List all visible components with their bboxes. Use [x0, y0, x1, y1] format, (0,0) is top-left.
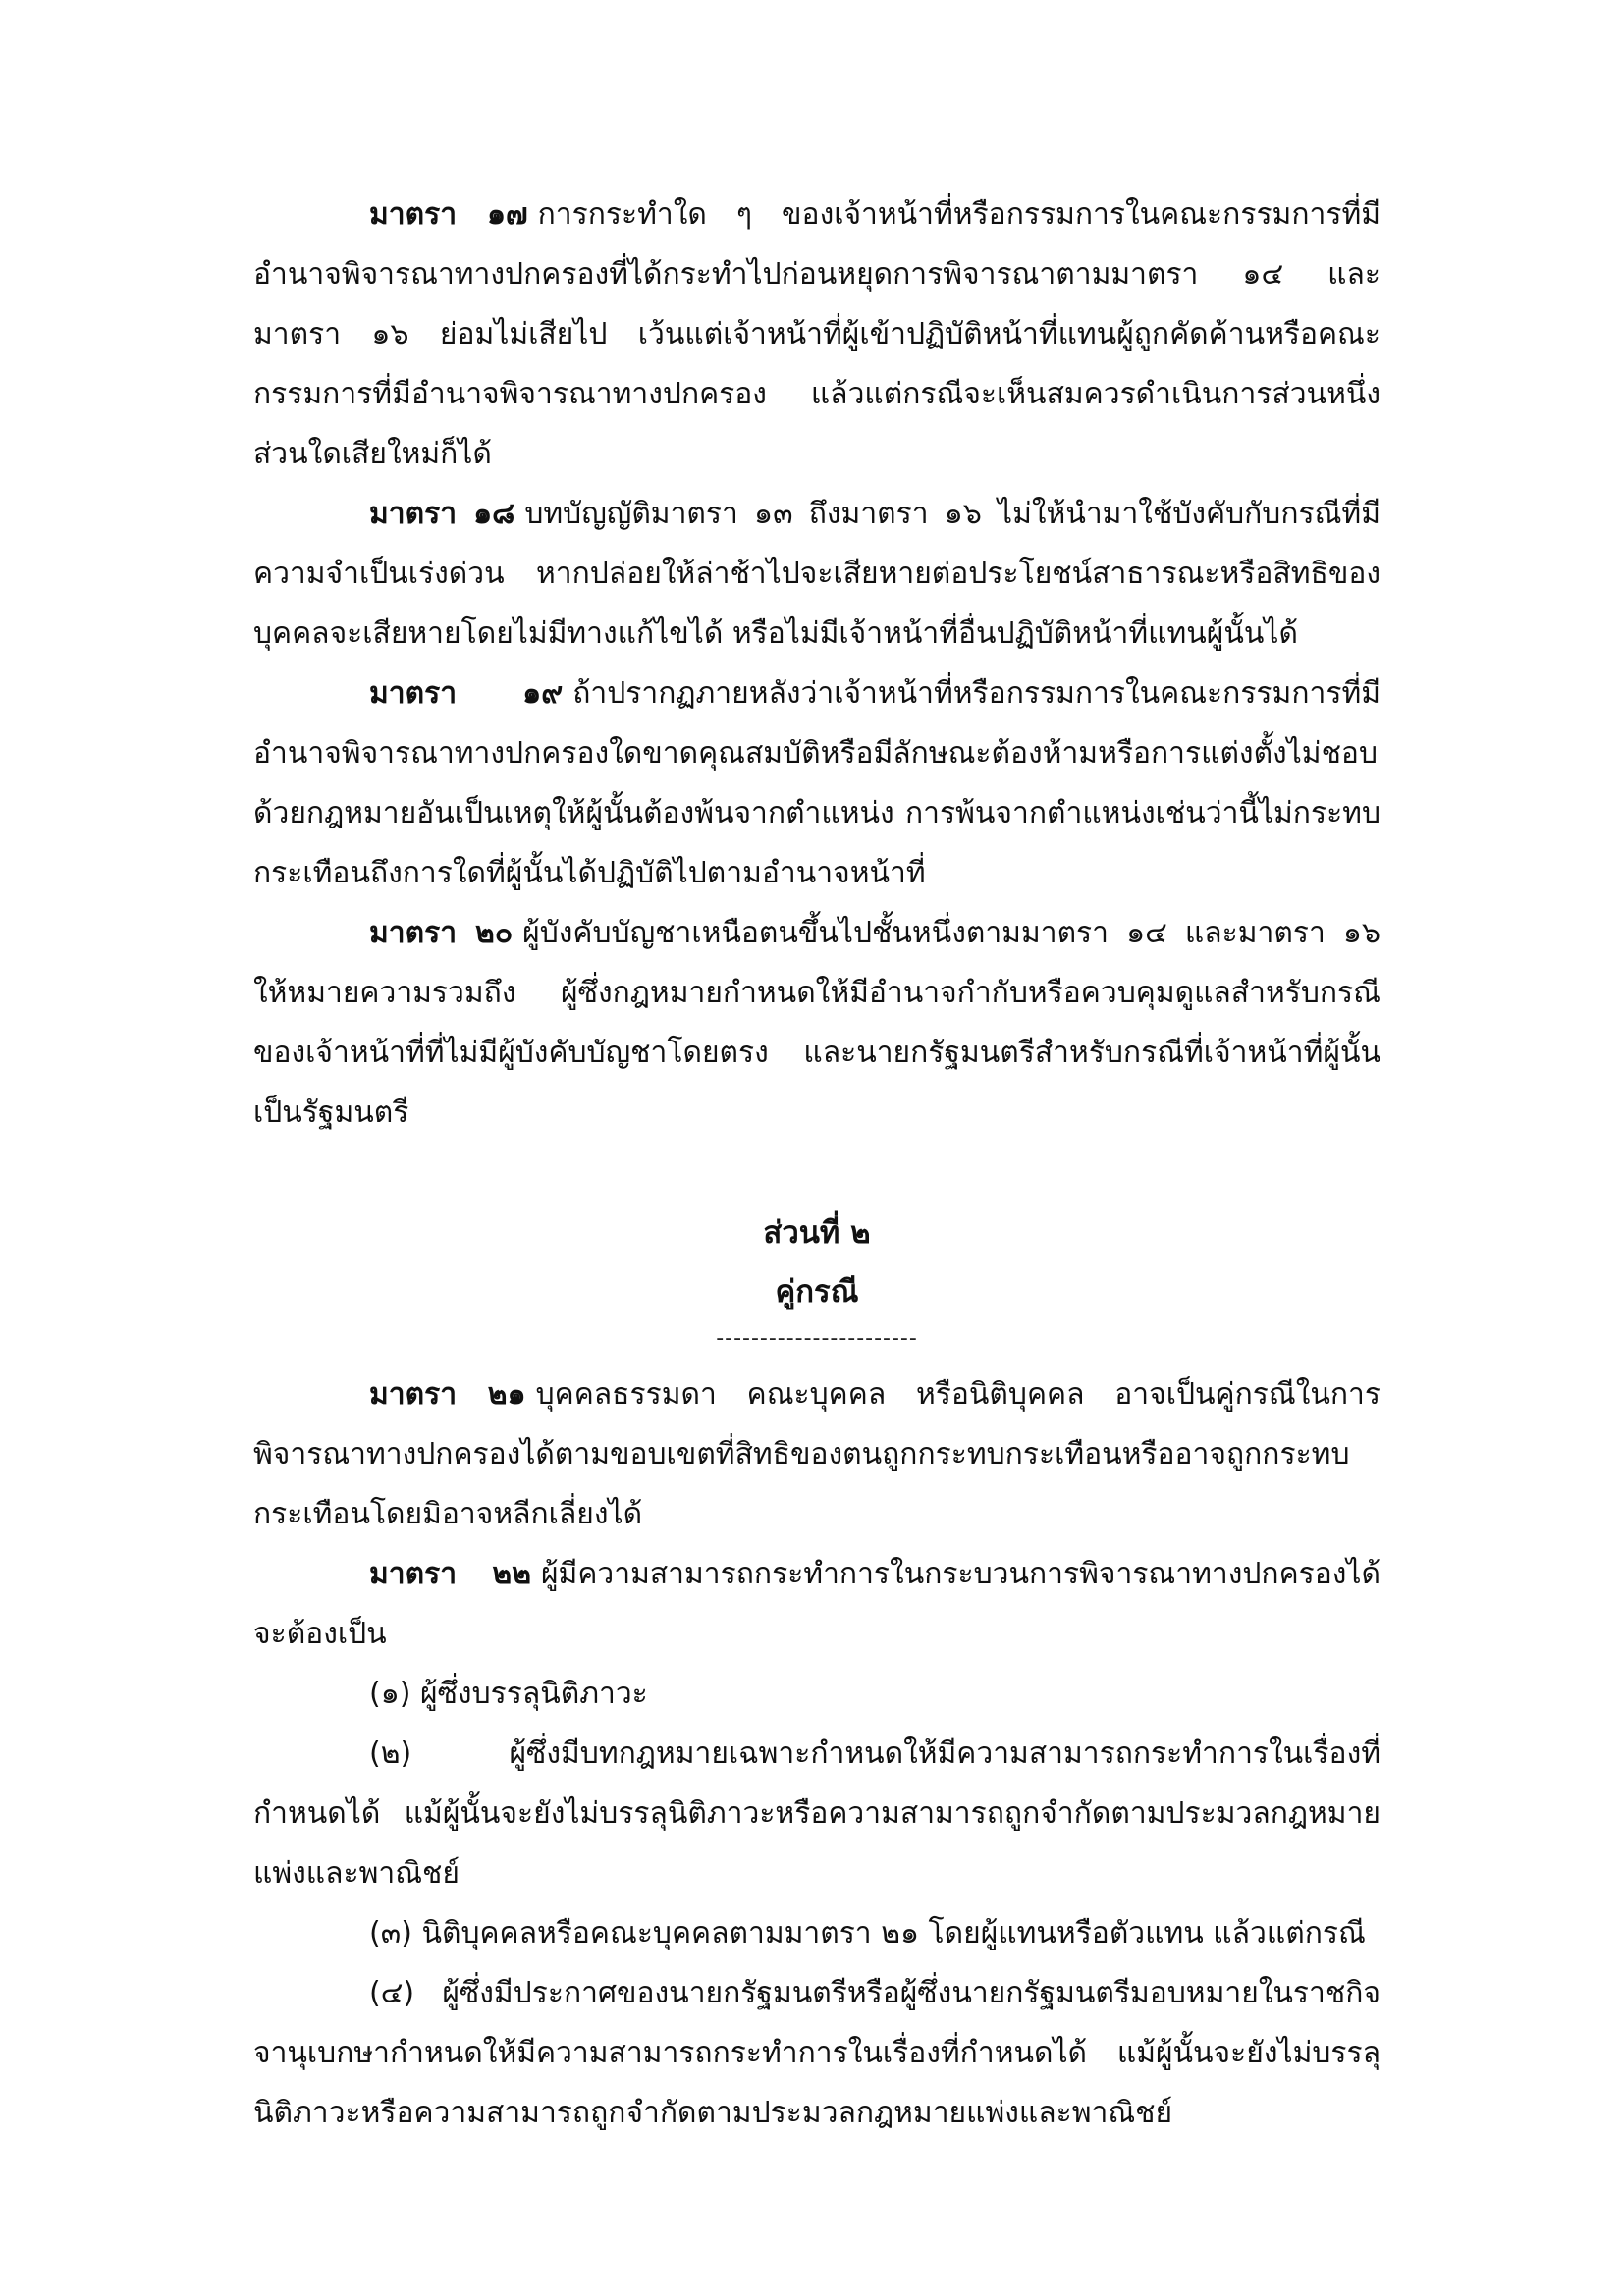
list-item-4: (๔) ผู้ซึ่งมีประกาศของนายกรัฐมนตรีหรือผู้ซึ่งนายกรัฐมนตรีมอบหมายในราชกิจจานุเบกษากำหนดให้มีความสามารถกระทำการในเรื่องที่กำหนดได้ แม้ผู้นั้นจะยังไม่บรรลุนิติภาวะหรือความสามารถถูกจำกัดตามประมวลกฎหมายแพ่งและพาณิชย์ — [253, 1976, 1380, 2130]
part-subtitle: คู่กรณี — [775, 1274, 859, 1309]
section-22 — [253, 1544, 1380, 1664]
section-number: มาตรา ๑๘ — [369, 497, 515, 531]
section-number: มาตรา ๒๒ — [369, 1557, 531, 1591]
part-title: ส่วนที่ ๒ — [763, 1215, 871, 1251]
section-17 — [253, 185, 1380, 484]
section-text: บุคคลธรรมดา คณะบุคคล หรือนิติบุคคล อาจเป็นคู่กรณีในการพิจารณาทางปกครองได้ตามขอบเขตที่สิทธิของตนถูกกระทบกระเทือนหรืออาจถูกกระทบกระเทือนโดยมิอาจหลีกเลี่ยงได้ — [253, 1377, 1380, 1531]
list-item-2: (๒) ผู้ซึ่งมีบทกฎหมายเฉพาะกำหนดให้มีความสามารถกระทำการในเรื่องที่กำหนดได้ แม้ผู้นั้นจะยังไม่บรรลุนิติภาวะหรือความสามารถถูกจำกัดตามประมวลกฎหมายแพ่งและพาณิชย์ — [253, 1736, 1380, 1891]
section-number: มาตรา ๑๙ — [369, 676, 564, 711]
list-item-1: (๑) ผู้ซึ่งบรรลุนิติภาวะ — [369, 1677, 648, 1711]
document-page — [253, 185, 1380, 2143]
section-21 — [253, 1364, 1380, 1544]
section-number: มาตรา ๒๐ — [369, 916, 514, 950]
section-text: บทบัญญัติมาตรา ๑๓ ถึงมาตรา ๑๖ ไม่ให้นำมาใช้บังคับกับกรณีที่มีความจำเป็นเร่งด่วน หากปล่อยให้ล่าช้าไปจะเสียหายต่อประโยชน์สาธารณะหรือสิทธิของบุคคลจะเสียหายโดยไม่มีทางแก้ไขได้ หรือไม่มีเจ้าหน้าที่อื่นปฏิบัติหน้าที่แทนผู้นั้นได้ — [253, 497, 1380, 651]
section-18 — [253, 484, 1380, 664]
section-19 — [253, 664, 1380, 903]
section-text: ผู้มีความสามารถกระทำการในกระบวนการพิจารณาทางปกครองได้จะต้องเป็น — [253, 1557, 1380, 1651]
section-number: มาตรา ๒๑ — [369, 1377, 526, 1412]
section-text: ผู้บังคับบัญชาเหนือตนขึ้นไปชั้นหนึ่งตามมาตรา ๑๔ และมาตรา ๑๖ ให้หมายความรวมถึง ผู้ซึ่งกฎหมายกำหนดให้มีอำนาจกำกับหรือควบคุมดูแลสำหรับกรณีของเจ้าหน้าที่ที่ไม่มีผู้บังคับบัญชาโดยตรง และนายกรัฐมนตรีสำหรับกรณีที่เจ้าหน้าที่ผู้นั้นเป็นรัฐมนตรี — [253, 916, 1380, 1130]
section-20 — [253, 903, 1380, 1143]
part-separator: ----------------------- — [716, 1326, 918, 1351]
list-item-3: (๓) นิติบุคคลหรือคณะบุคคลตามมาตรา ๒๑ โดยผู้แทนหรือตัวแทน แล้วแต่กรณี — [369, 1916, 1366, 1950]
section-text: ถ้าปรากฏภายหลังว่าเจ้าหน้าที่หรือกรรมการในคณะกรรมการที่มีอำนาจพิจารณาทางปกครองใดขาดคุณสมบัติหรือมีลักษณะต้องห้ามหรือการแต่งตั้งไม่ชอบด้วยกฎหมายอันเป็นเหตุให้ผู้นั้นต้องพ้นจากตำแหน่ง การพ้นจากตำแหน่งเช่นว่านี้ไม่กระทบกระเทือนถึงการใดที่ผู้นั้นได้ปฏิบัติไปตามอำนาจหน้าที่ — [253, 676, 1380, 890]
section-text: การกระทำใด ๆ ของเจ้าหน้าที่หรือกรรมการในคณะกรรมการที่มีอำนาจพิจารณาทางปกครองที่ได้กระทำไปก่อนหยุดการพิจารณาตามมาตรา ๑๔ และมาตรา ๑๖ ย่อมไม่เสียไป เว้นแต่เจ้าหน้าที่ผู้เข้าปฏิบัติหน้าที่แทนผู้ถูกคัดค้านหรือคณะกรรมการที่มีอำนาจพิจารณาทางปกครอง แล้วแต่กรณีจะเห็นสมควรดำเนินการส่วนหนึ่งส่วนใดเสียใหม่ก็ได้ — [253, 197, 1381, 471]
section-number: มาตรา ๑๗ — [369, 197, 528, 232]
